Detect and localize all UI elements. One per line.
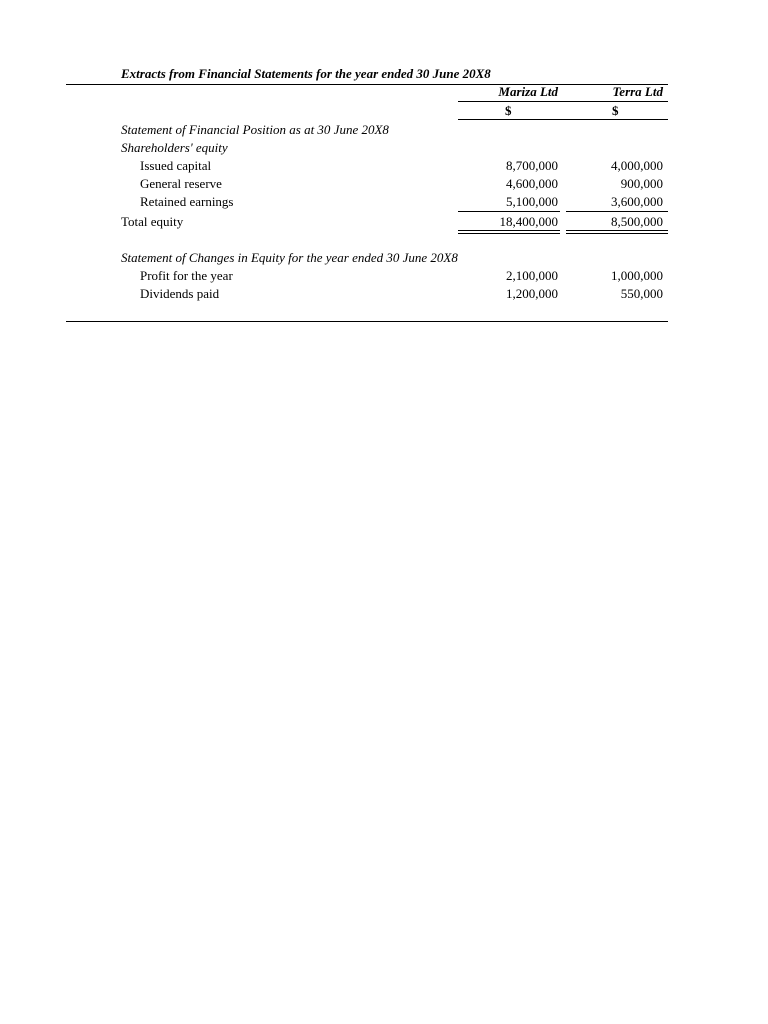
table-row-label: Dividends paid (140, 286, 220, 301)
table-cell-mariza: 2,100,000 (506, 268, 558, 283)
column-unit-terra: $ (612, 103, 619, 118)
table-row-label: Issued capital (140, 158, 212, 173)
total-label: Total equity (121, 214, 184, 229)
table-cell-terra: 1,000,000 (611, 268, 663, 283)
column-header-mariza: Mariza Ltd (498, 84, 558, 99)
total-double-rule-mariza-top (458, 230, 560, 231)
table-cell-terra: 4,000,000 (611, 158, 663, 173)
table-cell-terra: 900,000 (620, 176, 663, 191)
bottom-rule (66, 321, 668, 322)
table-row-label: Retained earnings (140, 194, 234, 209)
table-cell-terra: 550,000 (620, 286, 663, 301)
column-header-terra: Terra Ltd (612, 84, 663, 99)
total-cell-terra: 8,500,000 (611, 214, 663, 229)
unit-separator-rule (458, 119, 668, 120)
table-cell-mariza: 1,200,000 (506, 286, 558, 301)
sofp-subheading: Shareholders' equity (121, 140, 228, 155)
subtotal-rule-mariza (458, 211, 560, 212)
total-double-rule-mariza-bottom (458, 233, 560, 234)
total-cell-mariza: 18,400,000 (499, 214, 558, 229)
table-cell-terra: 3,600,000 (611, 194, 663, 209)
header-separator-rule (458, 101, 668, 102)
sofp-heading: Statement of Financial Position as at 30 June 20X8 (121, 122, 389, 137)
table-row-label: Profit for the year (140, 268, 233, 283)
table-cell-mariza: 4,600,000 (506, 176, 558, 191)
column-unit-mariza: $ (505, 103, 512, 118)
total-double-rule-terra-top (566, 230, 668, 231)
table-cell-mariza: 5,100,000 (506, 194, 558, 209)
soce-heading: Statement of Changes in Equity for the year ended 30 June 20X8 (121, 250, 458, 265)
table-cell-mariza: 8,700,000 (506, 158, 558, 173)
subtotal-rule-terra (566, 211, 668, 212)
table-row-label: General reserve (140, 176, 222, 191)
total-double-rule-terra-bottom (566, 233, 668, 234)
document-title: Extracts from Financial Statements for the year ended 30 June 20X8 (121, 66, 491, 81)
